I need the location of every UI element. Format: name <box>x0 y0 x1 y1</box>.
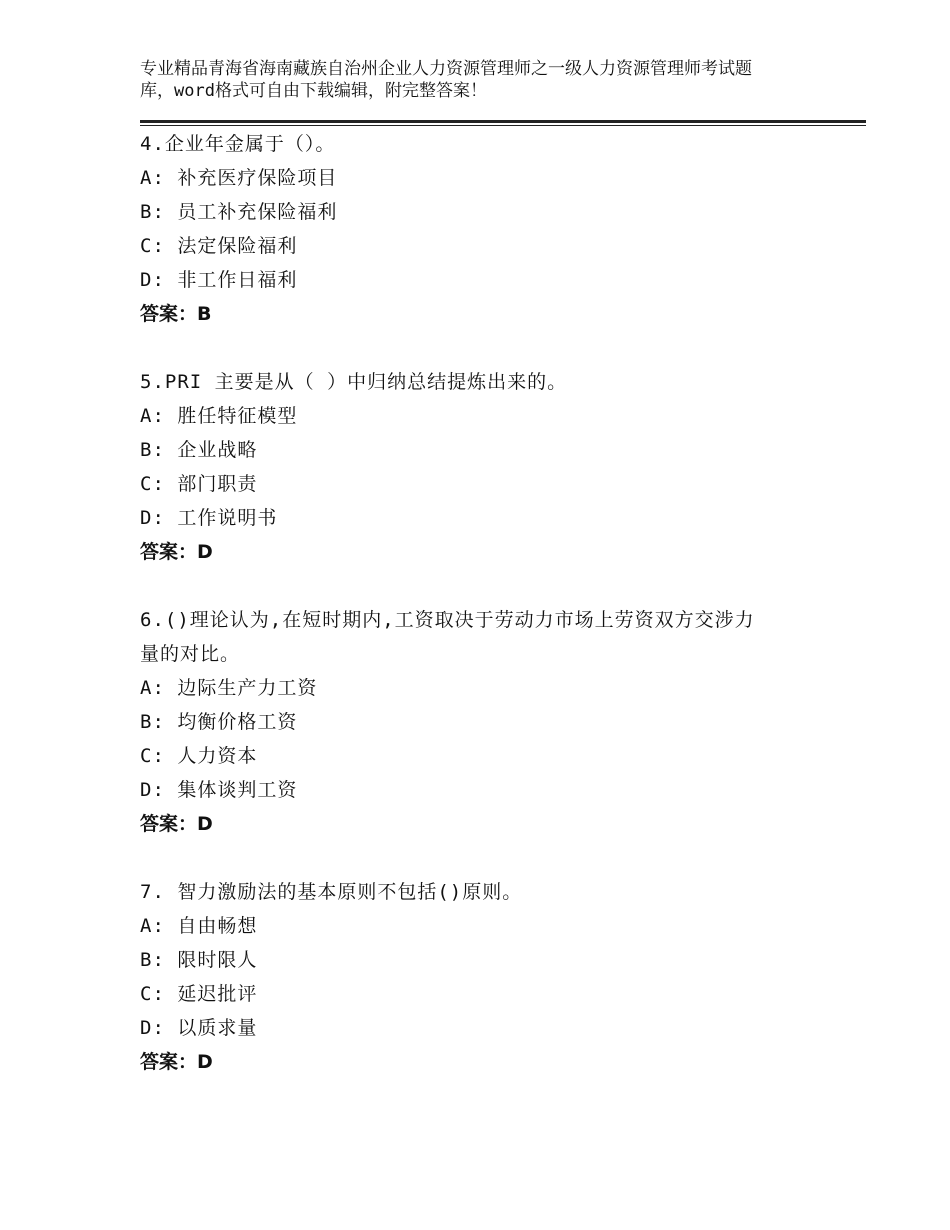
question-6 <box>140 603 866 841</box>
option-c: C: 法定保险福利 <box>140 235 298 257</box>
option-c: C: 部门职责 <box>140 473 258 495</box>
option-c: C: 延迟批评 <box>140 983 258 1005</box>
header-title-line-2: 库，word格式可自由下载编辑，附完整答案！ <box>140 81 487 101</box>
option-d: D: 集体谈判工资 <box>140 779 298 801</box>
option-b: B: 员工补充保险福利 <box>140 201 338 223</box>
answer-label: 答案：D <box>140 813 213 835</box>
answer-label: 答案：D <box>140 541 213 563</box>
question-5 <box>140 365 866 569</box>
option-d: D: 以质求量 <box>140 1017 258 1039</box>
option-c: C: 人力资本 <box>140 745 258 767</box>
question-list <box>140 127 866 1113</box>
option-b: B: 企业战略 <box>140 439 258 461</box>
option-a: A: 自由畅想 <box>140 915 258 937</box>
document-header <box>140 58 830 102</box>
option-a: A: 边际生产力工资 <box>140 677 318 699</box>
question-stem: 7. 智力激励法的基本原则不包括()原则。 <box>140 881 523 903</box>
question-4 <box>140 127 866 331</box>
option-a: A: 补充医疗保险项目 <box>140 167 338 189</box>
question-7 <box>140 875 866 1079</box>
answer-label: 答案：D <box>140 1051 213 1073</box>
answer-label: 答案：B <box>140 303 212 325</box>
question-stem: 4.企业年金属于（）。 <box>140 133 336 155</box>
option-d: D: 非工作日福利 <box>140 269 298 291</box>
question-stem: 5.PRI 主要是从（ ）中归纳总结提炼出来的。 <box>140 371 568 393</box>
question-stem: 6.()理论认为,在短时期内,工资取决于劳动力市场上劳资双方交涉力 <box>140 609 755 631</box>
header-divider-thin <box>140 125 866 126</box>
option-b: B: 限时限人 <box>140 949 258 971</box>
option-b: B: 均衡价格工资 <box>140 711 298 733</box>
option-a: A: 胜任特征模型 <box>140 405 298 427</box>
header-title-line-1: 专业精品青海省海南藏族自治州企业人力资源管理师之一级人力资源管理师考试题 <box>140 59 752 79</box>
question-stem-continued: 量的对比。 <box>140 643 241 665</box>
option-d: D: 工作说明书 <box>140 507 278 529</box>
header-divider-thick <box>140 120 866 123</box>
